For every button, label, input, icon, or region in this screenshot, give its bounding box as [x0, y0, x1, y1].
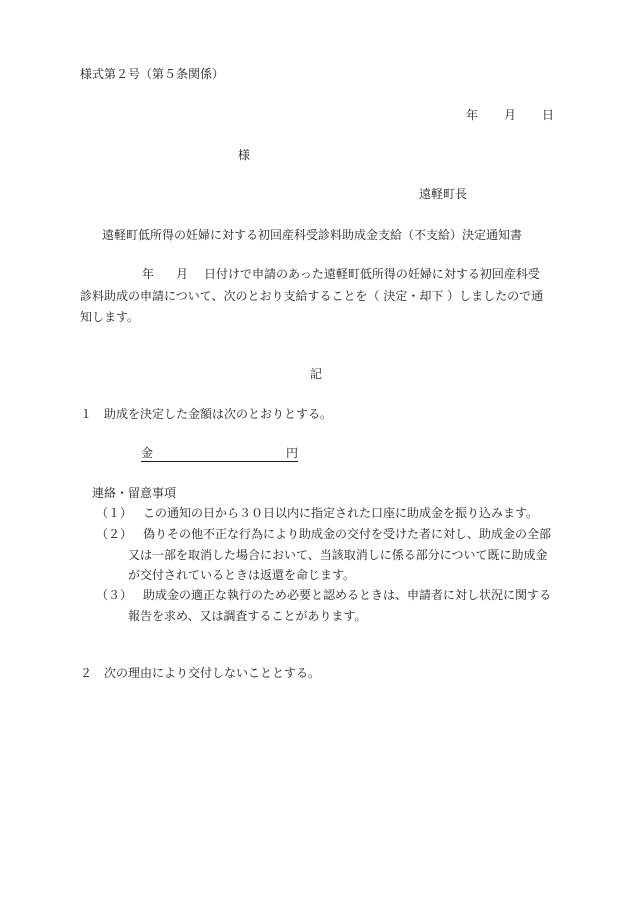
amount-underline: [141, 461, 298, 462]
document-title: 遠軽町低所得の妊婦に対する初回産科受診料助成金支給（不支給）決定通知書: [102, 228, 523, 242]
date-year: 年: [466, 108, 479, 122]
notes-heading: 連絡・留意事項: [92, 486, 177, 500]
date-day: 日: [542, 108, 555, 122]
note-2-line-3: が交付されているときは返還を命じます。: [128, 568, 356, 582]
note-3-line-2: 報告を求め、又は調査することがあります。: [128, 609, 367, 623]
section-2-heading: ２ 次の理由により交付しないこととする。: [80, 666, 321, 680]
note-3-line-1: 助成金の適正な執行のため必要と認めるときは、申請者に対し状況に関する: [143, 588, 552, 602]
amount-prefix: 金: [141, 446, 154, 460]
body-line-2: 診料助成の申請について、次のとおり支給することを（ 決定・却下 ）しましたので通: [80, 289, 544, 303]
body-line-3: 知します。: [80, 310, 140, 324]
body-month: 月: [176, 267, 189, 281]
recipient-suffix: 様: [238, 148, 251, 162]
ki-label: 記: [310, 367, 323, 381]
note-2-line-1: 偽りその他不正な行為により助成金の交付を受けた者に対し、助成金の全部: [143, 527, 552, 541]
issuer-name: 遠軽町長: [419, 187, 468, 201]
note-2-line-2: 又は一部を取消した場合において、当該取消しに係る部分について既に助成金: [128, 548, 548, 562]
body-line-1: 日付けで申請のあった遠軽町低所得の妊婦に対する初回産科受: [204, 267, 540, 281]
form-number: 様式第２号（第５条関係）: [80, 67, 225, 81]
note-1-number: （１）: [96, 506, 133, 520]
note-2-number: （２）: [96, 527, 133, 541]
section-1-heading: １ 助成を決定した金額は次のとおりとする。: [80, 407, 333, 421]
amount-suffix: 円: [286, 446, 299, 460]
note-1-line-1: この通知の日から３０日以内に指定された口座に助成金を振り込みます。: [143, 506, 539, 520]
body-year: 年: [142, 267, 155, 281]
note-3-number: （３）: [96, 588, 133, 602]
date-month: 月: [504, 108, 517, 122]
